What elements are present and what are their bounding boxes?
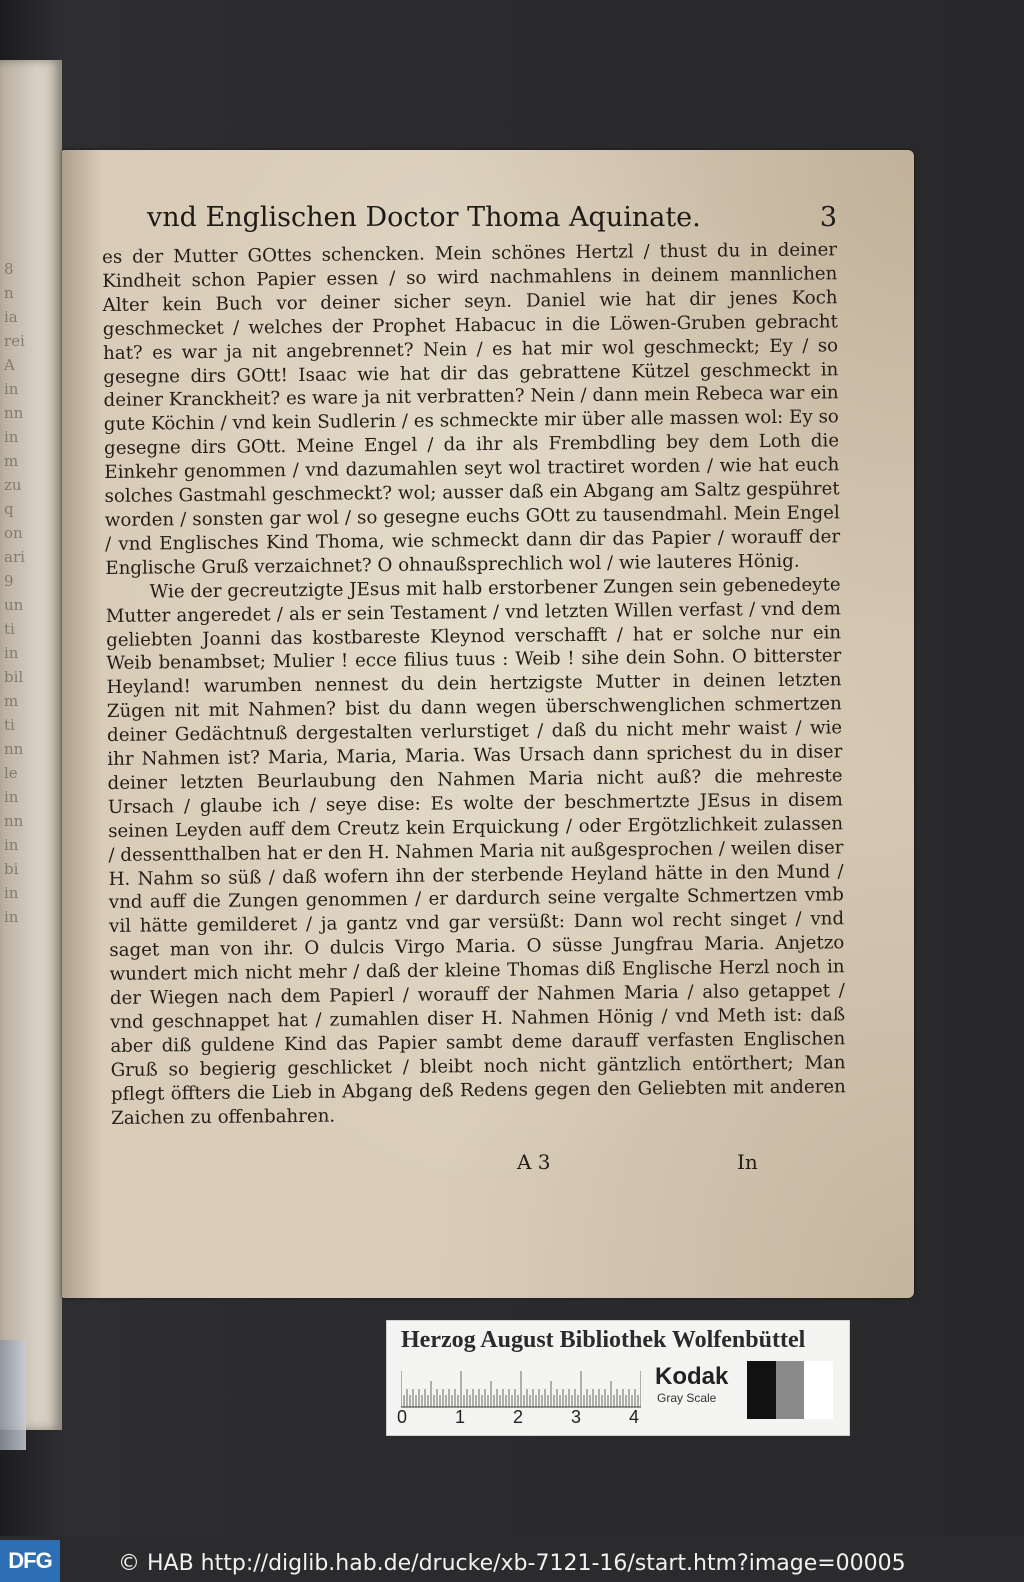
ghost-text: nn (4, 812, 24, 830)
ghost-text: ti (4, 620, 15, 638)
ghost-text: un (4, 596, 24, 614)
ghost-text: ari (4, 548, 25, 566)
catchword: In (737, 1150, 758, 1174)
previous-page-edge (0, 60, 62, 1430)
paragraph-1: es der Mutter GOttes schencken. Mein schönes Hertzl / thust du in deiner Kindheit schon Papier essen / so wird nachmahlens in deinem mannlichen Alter kein Buch vor deiner sicher seyn. Daniel wie hat dir jenes Koch geschmecket / welches der Prophet Habacuc in die Löwen-Gruben gebracht hat? es war ja nit angebrennet? Nein / es hat mir wol geschmeckt; Ey / so gesegne dirs GOtt! Isaac wie hat dir das gebrattene Kützel geschmeckt in deiner Kranckheit? es ware ja nit verbratten? Nein / dann mein Rebeca war ein gute Köchin / vnd kein Sudlerin / es schmeckte mir über alle massen wol: Ey so gesegne dirs GOtt. Meine Engel / da ihr als Frembdling bey dem Loth die Einkehr genommen / vnd dazumahlen seyt wol tractiret worden / wie hat euch solches Gastmahl geschmeckt? wol; ausser daß ein Abgang am Saltz gespühret worden / sonsten gar wol / so gesegne euchs GOtt zu tausendmahl. Mein Engel / vnd Englisches Kind Thoma, wie schmeckt dann dir das Papier / worauff der Englische Gruß verzaichnet? O ohnaußsprechlich wol / wie lauteres Hönig. (102, 239, 841, 579)
ghost-text: zu (4, 476, 22, 494)
ghost-text: in (4, 380, 19, 398)
ghost-text: A (4, 356, 15, 374)
paragraph-2: Wie der gecreutzigte JEsus mit halb erstorbener Zungen sein gebenedeyte Mutter angeredet / als er sein Testament / vnd letzten Willen verfast / vnd dem geliebten Joanni das kostbareste Kleynod verschafft / hat er solche nur ein Weib benambset; Mulier ! ecce filius tuus : Weib ! sihe dein Sohn. O bitterster Heyland! warumben nennest du dein hertzigste Mutter in deinen letzten Zügen nit mit Nahmen? bist du dann wegen überschwenglichen schmertzen deiner Gedächtnuß dergestalten verlurstiget / daß du nicht mehr waist / wie ihr Nahmen ist? Maria, Maria, Maria. Was Ursach dann sprichest du in diser deiner letzten Beurlaubung den Nahmen Maria nicht auß? die mehreste Ursach / glaube ich / seye dise: Es wolte der beschmertzte JEsus in disem seinen Leyden auff dem Creutz kein Erquickung / oder Ergötzlichkeit zulassen / dessentthalben hat er den H. Nahmen Maria nit außgesprochen / weilen diser H. Nahm so süß / daß wofern ihn der sterbende Heyland hätte in den Mund / vnd auff die Zungen genommen / er dardurch seine vergalte Schmertzen vmb vil hätte gemilderet / ja gantz vnd gar versüßt: Dann wol recht singet / vnd saget man von ihr. O dulcis Virgo Maria. O süsse Jungfrau Maria. Anjetzo wundert mich nicht mehr / daß der kleine Thomas diß Englische Herzl noch in der Wiegen nach dem Papierl / worauff der Nahmen Maria / also getappet / vnd geschnappet hat / zumahlen diser H. Nahmen Hönig / vnd Meth ist: daß aber diß guldene Kind das Papier sambt deme darauff verfasten Englischen Gruß so begierig geschlicket / bleibt noch nicht gäntzlich entörthert; Man pflegt öffters die Lieb in Abgang deß Redens gegen den Geliebten mit anderen Zaichen zu offenbahren. (105, 573, 846, 1129)
ghost-text: bi (4, 860, 19, 878)
ghost-text: in (4, 428, 19, 446)
ruler-number: 2 (513, 1407, 524, 1427)
running-head-title: vnd Englischen Doctor Thoma Aquinate. (147, 202, 701, 233)
book-page (62, 150, 914, 1298)
ghost-text: on (4, 524, 23, 542)
ghost-text: in (4, 908, 19, 926)
page-number: 3 (819, 202, 837, 233)
ghost-text: nn (4, 404, 24, 422)
gray-swatches (747, 1361, 833, 1419)
footer-bar (0, 1536, 1024, 1582)
gray-swatch (804, 1361, 833, 1419)
dfg-logo: DFG (0, 1540, 60, 1582)
library-name: Herzog August Bibliothek Wolfenbüttel (401, 1327, 806, 1353)
scale-ruler (401, 1371, 641, 1411)
ghost-text: le (4, 764, 18, 782)
gray-swatch (776, 1361, 805, 1419)
copyright-credit: © HAB http://diglib.hab.de/drucke/xb-7121-16/start.htm?image=00005 (118, 1551, 906, 1576)
ghost-text: in (4, 644, 19, 662)
kodak-logo: Kodak (655, 1363, 729, 1390)
ghost-text: 9 (4, 572, 14, 590)
color-reference-card (386, 1320, 850, 1436)
ruler-number: 1 (455, 1407, 466, 1427)
ghost-text: m (4, 452, 19, 470)
ghost-text: rei (4, 332, 25, 350)
signature-mark: A 3 (517, 1150, 551, 1174)
ghost-text: ia (4, 308, 18, 326)
ghost-text: n (4, 284, 14, 302)
ruler-number: 4 (629, 1407, 640, 1427)
ghost-text: q (4, 500, 14, 518)
ruler-number: 0 (397, 1407, 408, 1427)
ruler-number: 3 (571, 1407, 582, 1427)
gray-swatch (747, 1361, 776, 1419)
gray-scale-label: Gray Scale (657, 1391, 717, 1405)
ghost-text: bil (4, 668, 24, 686)
ghost-text: m (4, 692, 19, 710)
ghost-text: in (4, 788, 19, 806)
ghost-text: nn (4, 740, 24, 758)
ghost-text: 8 (4, 260, 14, 278)
ghost-text: in (4, 884, 19, 902)
bookmark-tab (0, 1340, 26, 1450)
page-body (102, 238, 846, 1130)
running-head (147, 202, 837, 233)
ghost-text: in (4, 836, 19, 854)
ghost-text: ti (4, 716, 15, 734)
